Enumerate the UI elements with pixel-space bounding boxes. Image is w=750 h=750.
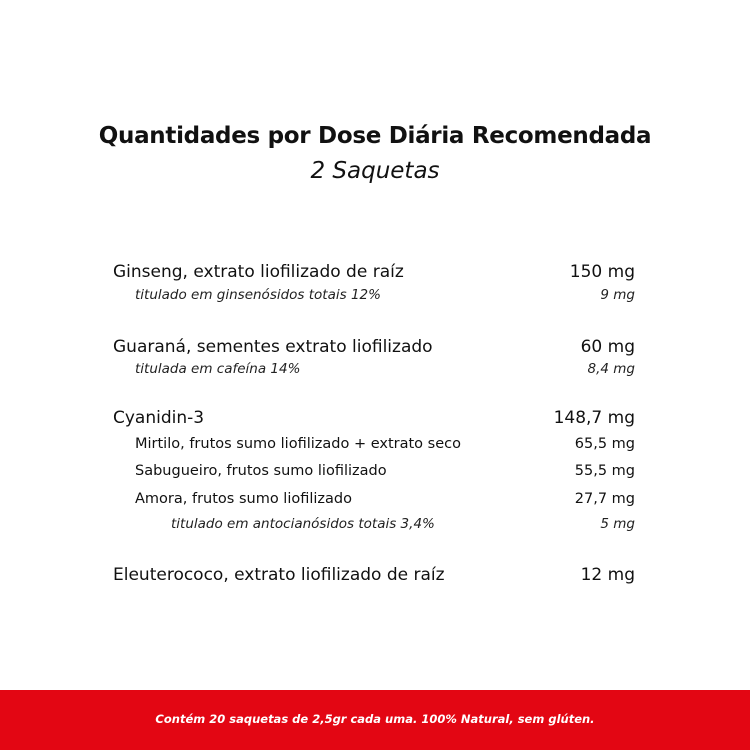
ingredient-note-cyanidin (171, 516, 635, 532)
ingredient-note-guarana (135, 361, 635, 377)
footer-text: Contém 20 saquetas de 2,5gr cada uma. 100% Natural, sem glúten. (155, 712, 595, 726)
component-quantity: 27,7 mg (574, 491, 635, 507)
component-name: Mirtilo, frutos sumo liofilizado + extrato seco (135, 436, 461, 452)
ingredient-name: Cyanidin-3 (113, 408, 205, 428)
ingredient-name: Ginseng, extrato liofilizado de raíz (113, 262, 404, 282)
ingredient-name: Eleuterococo, extrato liofilizado de raíz (113, 565, 445, 585)
ingredient-quantity: 148,7 mg (553, 408, 635, 428)
component-row-mirtilo (135, 436, 635, 452)
component-name: Amora, frutos sumo liofilizado (135, 491, 352, 507)
note-text: titulado em ginsenósidos totais 12% (135, 287, 381, 303)
note-quantity: 8,4 mg (587, 361, 635, 377)
ingredient-row-ginseng (113, 262, 635, 282)
ingredient-note-ginseng (135, 287, 635, 303)
ingredient-row-guarana (113, 337, 635, 357)
page-title: Quantidades por Dose Diária Recomendada (98, 123, 652, 149)
ingredient-row-cyanidin (113, 408, 635, 428)
footer-banner (0, 690, 750, 750)
ingredient-quantity: 60 mg (580, 337, 635, 357)
ingredient-name: Guaraná, sementes extrato liofilizado (113, 337, 433, 357)
component-name: Sabugueiro, frutos sumo liofilizado (135, 463, 387, 479)
component-row-amora (135, 491, 635, 507)
ingredient-row-eleuterococo (113, 565, 635, 585)
page-subtitle: 2 Saquetas (310, 158, 440, 184)
note-text: titulado em antocianósidos totais 3,4% (171, 516, 435, 532)
component-row-sabugueiro (135, 463, 635, 479)
note-quantity: 5 mg (600, 516, 635, 532)
ingredient-quantity: 12 mg (580, 565, 635, 585)
ingredient-quantity: 150 mg (569, 262, 635, 282)
note-quantity: 9 mg (600, 287, 635, 303)
note-text: titulada em cafeína 14% (135, 361, 301, 377)
component-quantity: 55,5 mg (574, 463, 635, 479)
component-quantity: 65,5 mg (574, 436, 635, 452)
